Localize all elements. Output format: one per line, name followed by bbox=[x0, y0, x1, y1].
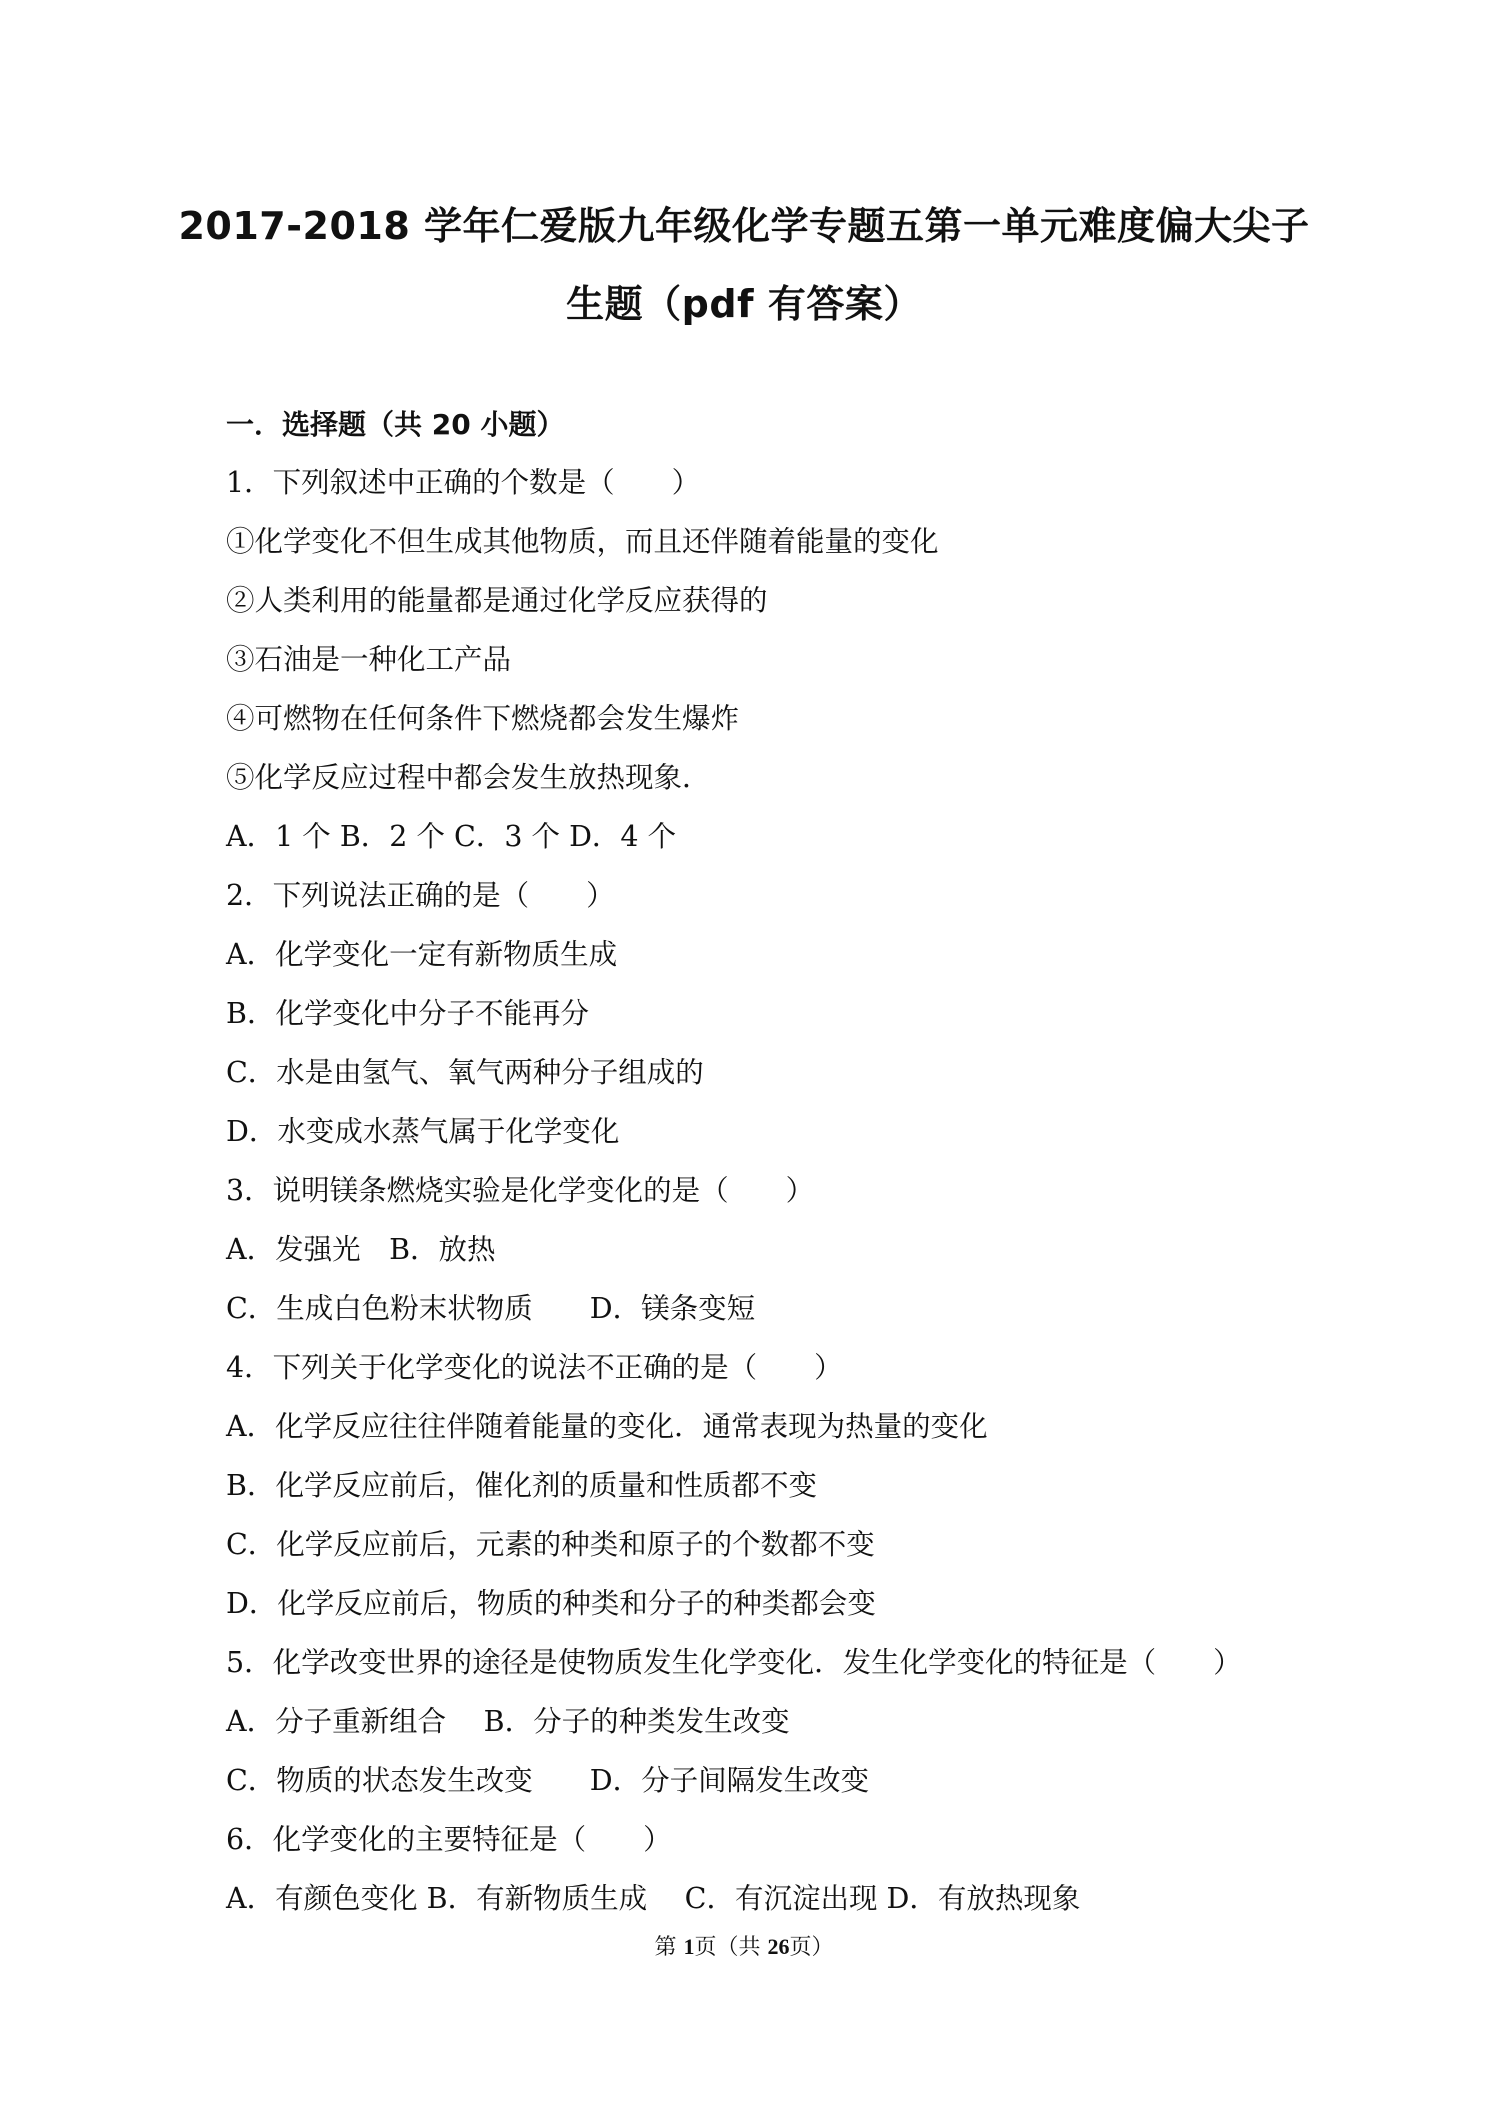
question-6-stem: 6．化学变化的主要特征是（ ） bbox=[226, 1823, 672, 1856]
question-1-stem: 1．下列叙述中正确的个数是（ ） bbox=[226, 466, 701, 499]
question-3-options-ab: A．发强光 B．放热 bbox=[226, 1233, 496, 1266]
statement-5: ⑤化学反应过程中都会发生放热现象． bbox=[226, 761, 711, 794]
question-4-stem: 4．下列关于化学变化的说法不正确的是（ ） bbox=[226, 1351, 843, 1384]
statement-1: ①化学变化不但生成其他物质，而且还伴随着能量的变化 bbox=[226, 525, 939, 558]
question-list bbox=[226, 463, 1326, 1938]
question-4-option-d: D．化学反应前后，物质的种类和分子的种类都会变 bbox=[226, 1587, 876, 1620]
statement-2: ②人类利用的能量都是通过化学反应获得的 bbox=[226, 584, 768, 617]
question-3-stem: 3．说明镁条燃烧实验是化学变化的是（ ） bbox=[226, 1174, 815, 1207]
page-total: 26 bbox=[767, 1934, 790, 1959]
document-title-line-1: 2017-2018 学年仁爱版九年级化学专题五第一单元难度偏大尖子 bbox=[178, 204, 1310, 248]
page-footer bbox=[0, 1930, 1488, 1961]
question-5-options-ab: A．分子重新组合 B．分子的种类发生改变 bbox=[226, 1705, 790, 1738]
question-2-option-a: A．化学变化一定有新物质生成 bbox=[226, 938, 618, 971]
footer-suffix: 页） bbox=[789, 1935, 834, 1960]
question-6-options: A．有颜色变化 B．有新物质生成 C．有沉淀出现 D．有放热现象 bbox=[226, 1882, 1081, 1915]
question-5-options-cd: C．物质的状态发生改变 D．分子间隔发生改变 bbox=[226, 1764, 870, 1797]
footer-middle: 页（共 bbox=[694, 1935, 768, 1960]
question-4-option-b: B．化学反应前后，催化剂的质量和性质都不变 bbox=[226, 1469, 817, 1502]
statement-3: ③石油是一种化工产品 bbox=[226, 643, 512, 676]
footer-prefix: 第 bbox=[654, 1935, 684, 1960]
document-title-line-2: 生题（pdf 有答案） bbox=[566, 282, 922, 326]
question-2-option-c: C．水是由氢气、氧气两种分子组成的 bbox=[226, 1056, 704, 1089]
statement-4: ④可燃物在任何条件下燃烧都会发生爆炸 bbox=[226, 702, 740, 735]
question-2-option-d: D．水变成水蒸气属于化学变化 bbox=[226, 1115, 620, 1148]
page-number: 1 bbox=[683, 1934, 695, 1959]
question-2-option-b: B．化学变化中分子不能再分 bbox=[226, 997, 589, 1030]
question-4-option-a: A．化学反应往往伴随着能量的变化．通常表现为热量的变化 bbox=[226, 1410, 988, 1443]
question-2-stem: 2．下列说法正确的是（ ） bbox=[226, 879, 615, 912]
section-heading: 一．选择题（共 20 小题） bbox=[226, 408, 565, 441]
question-5-stem: 5．化学改变世界的途径是使物质发生化学变化．发生化学变化的特征是（ ） bbox=[226, 1646, 1242, 1679]
question-3-options-cd: C．生成白色粉末状物质 D．镁条变短 bbox=[226, 1292, 756, 1325]
question-4-option-c: C．化学反应前后，元素的种类和原子的个数都不变 bbox=[226, 1528, 875, 1561]
question-1-options: A．1 个 B．2 个 C．3 个 D．4 个 bbox=[226, 820, 677, 853]
